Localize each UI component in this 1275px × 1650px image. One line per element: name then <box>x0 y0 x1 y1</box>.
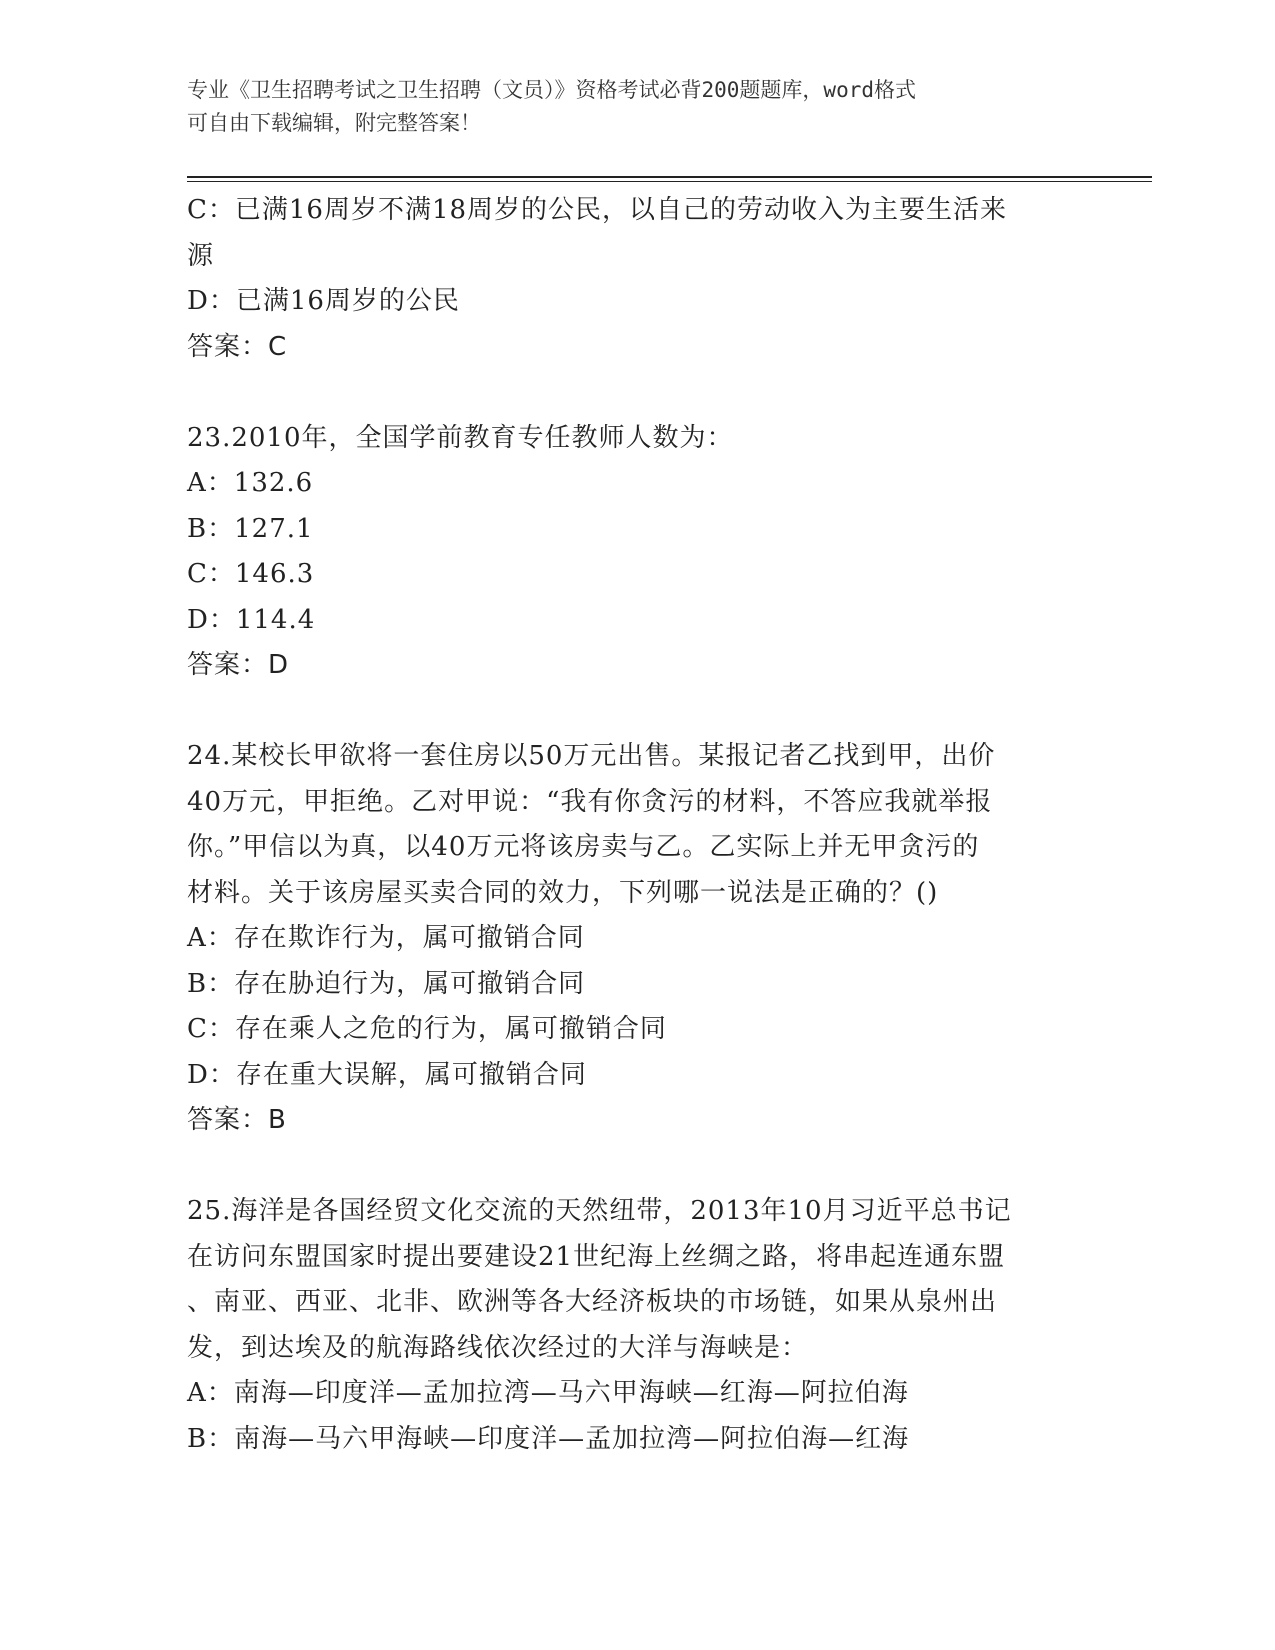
answer: 答案：B <box>187 1105 287 1135</box>
answer: 答案：D <box>187 650 290 680</box>
question-stem-line-2: 40万元，甲拒绝。乙对甲说：“我有你贪污的材料，不答应我就举报 <box>187 786 993 817</box>
question-25 <box>187 1189 1087 1462</box>
spacer <box>187 1144 1087 1190</box>
option-a: A：存在欺诈行为，属可撤销合同 <box>187 923 585 953</box>
option-d: D：存在重大误解，属可撤销合同 <box>187 1059 587 1090</box>
spacer <box>187 689 1087 735</box>
option-b: B：南海—马六甲海峡—印度洋—孟加拉湾—阿拉伯海—红海 <box>187 1423 910 1454</box>
question-stem: 23.2010年，全国学前教育专任教师人数为： <box>187 422 734 453</box>
header-divider-thin <box>187 181 1152 182</box>
question-stem-line-3: 你。”甲信以为真，以40万元将该房卖与乙。乙实际上并无甲贪污的 <box>187 832 980 862</box>
header-title-line-2: 可自由下载编辑，附完整答案！ <box>187 111 481 135</box>
question-stem-line-2: 在访问东盟国家时提出要建设21世纪海上丝绸之路，将串起连通东盟 <box>187 1241 1006 1272</box>
spacer <box>187 370 1087 416</box>
option-c: C：存在乘人之危的行为，属可撤销合同 <box>187 1014 667 1044</box>
option-d: D：114.4 <box>187 604 316 635</box>
header-title-line-1: 专业《卫生招聘考试之卫生招聘（文员）》资格考试必背200题题库，word格式 <box>187 78 916 102</box>
option-a: A：132.6 <box>187 468 314 498</box>
question-22-tail <box>187 188 1087 370</box>
question-23 <box>187 416 1087 689</box>
header-divider-thick <box>187 176 1152 178</box>
question-stem-line-4: 材料。关于该房屋买卖合同的效力，下列哪一说法是正确的？() <box>187 877 939 908</box>
option-c-line-2: 源 <box>187 240 215 271</box>
document-header <box>187 74 1067 140</box>
option-b: B：127.1 <box>187 513 314 544</box>
option-d: D：已满16周岁的公民 <box>187 286 460 316</box>
question-stem-line-1: 24.某校长甲欲将一套住房以50万元出售。某报记者乙找到甲，出价 <box>187 741 996 771</box>
question-stem-line-1: 25.海洋是各国经贸文化交流的天然纽带，2013年10月习近平总书记 <box>187 1196 1012 1226</box>
question-24 <box>187 734 1087 1144</box>
option-b: B：存在胁迫行为，属可撤销合同 <box>187 968 586 999</box>
question-stem-line-4: 发，到达埃及的航海路线依次经过的大洋与海峡是： <box>187 1332 809 1363</box>
option-c: C：146.3 <box>187 559 315 589</box>
answer: 答案：C <box>187 331 288 362</box>
option-a: A：南海—印度洋—孟加拉湾—马六甲海峡—红海—阿拉伯海 <box>187 1378 909 1408</box>
question-list <box>187 188 1087 1462</box>
question-stem-line-3: 、南亚、西亚、北非、欧洲等各大经济板块的市场链，如果从泉州出 <box>187 1287 998 1317</box>
option-c-line-1: C：已满16周岁不满18周岁的公民，以自己的劳动收入为主要生活来 <box>187 195 1008 225</box>
